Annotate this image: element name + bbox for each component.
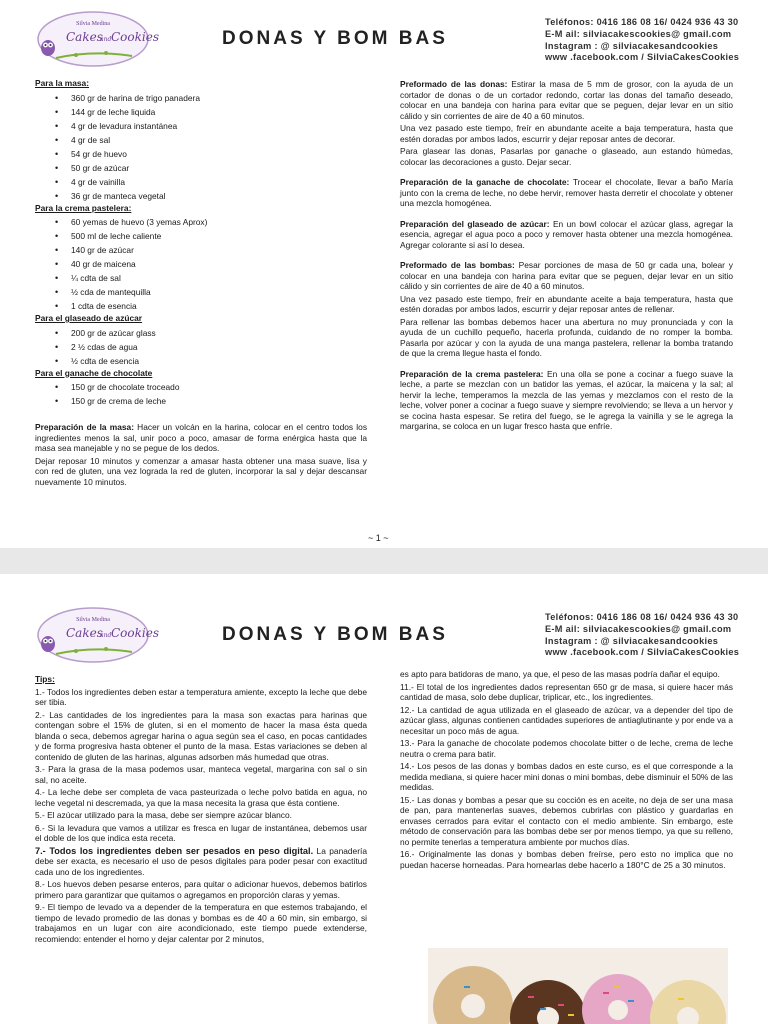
- tip-item: 3.- Para la grasa de la masa podemos usar, manteca vegetal, margarina con sal o sin sal, no aceite.: [35, 764, 367, 785]
- document-title: DONAS Y BOM BAS: [222, 28, 448, 49]
- tip-item: 4.- La leche debe ser completa de vaca pasteurizada o leche polvo batida en agua, no leche vegetal ni descremada, ya que la masa necesita la grasa que ésta contiene.: [35, 787, 367, 808]
- list-item: • 150 gr de crema de leche: [71, 394, 367, 408]
- list-item: • 4 gr de sal: [71, 133, 367, 147]
- tip-item: 12.- La cantidad de agua utilizada en el glaseado de azúcar, va a depender del tipo de azúcar glass, algunas contienen cantidades superiores de antiaglutinante y por ende va a necesitar un poco más de agua.: [400, 704, 733, 736]
- list-item: • 144 gr de leche liquida: [71, 105, 367, 119]
- tip-item: 2.- Las cantidades de los ingredientes para la masa son exactas para harinas que contengan sobre el 15% de gluten, si en el momento de hacer la masa ésta queda blanda o seca, debemos agregar harina o agua según sea el caso, en pocas cantidades y de forma progresiva hasta obtener el punto de la masa. Estas variaciones se deben al contenido de gluten de las harinas, algunas adsorben más humedad que otras.: [35, 709, 367, 762]
- tip-item: 11.- El total de los ingredientes dados representan 650 gr de masa, si quiere hacer más cantidad de masa, solo debe duplicar, triplicar, etc., los ingredientes.: [400, 681, 733, 702]
- tip-item: 1.- Todos los ingredientes deben estar a temperatura amiente, excepto la leche que debe ser tibia.: [35, 686, 367, 707]
- page-separator: [0, 548, 768, 574]
- tip-item: 15.- Las donas y bombas a pesar que su cocción es en aceite, no deja de ser una masa de pan, para mantenerlas suaves, debemos cubrirlas con plástico y guardarlas en envases cerrados para evitar el contacto con el medio ambiente. Sin embargo, este método de conservación para las bombas debe ser por menos tiempo, ya que su relleno, no permite tenerlas a temperatura ambiente por muchos días.: [400, 794, 733, 847]
- tip-item: 7.- Todos los ingredientes deben ser pesados en peso digital. La panadería debe ser exacta, es necesario el uso de pesos digitales para poder pesar con exactitud cada uno de los ingredientes.: [35, 845, 367, 877]
- ingredient-list-ganache: [35, 380, 367, 408]
- tips-heading: Tips:: [35, 674, 55, 684]
- tip-item: 6.- Si la levadura que vamos a utilizar es fresca en lugar de instantánea, debemos usar el doble de los que indica esta receta.: [35, 822, 367, 843]
- prep-masa-paragraph: Preparación de la masa: Hacer un volcán en la harina, colocar en el centro todos los ingredientes menos la sal, unir poco a poco, amasar de forma enérgica hasta que la masa sea manejable y no se pegue de los dedos.: [35, 422, 368, 453]
- svg-text:Cookies: Cookies: [111, 626, 159, 640]
- svg-text:Cakes: Cakes: [66, 626, 103, 640]
- tip-item: es apto para batidoras de mano, ya que, el peso de las masas podría dañar el equipo.: [400, 669, 720, 679]
- svg-text:Cookies: Cookies: [111, 30, 159, 44]
- svg-text:and: and: [100, 632, 112, 639]
- ingredients-column: [35, 78, 367, 489]
- tip-item: 13.- Para la ganache de chocolate podemos chocolate bitter o de leche, crema de leche neutra o crema para batir.: [400, 738, 733, 759]
- logo-name: Silvia Medina: [76, 617, 110, 623]
- list-item: • 500 ml de leche caliente: [71, 229, 367, 243]
- tips-column-left: [35, 674, 367, 946]
- brand-logo: [36, 606, 159, 664]
- list-item: • 40 gr de maicena: [71, 257, 367, 271]
- list-item: • 140 gr de azúcar: [71, 243, 367, 257]
- prep-masa-paragraph-2: Dejar reposar 10 minutos y comenzar a amasar hasta obtener una masa suave, lisa y con red de gluten, una vez lograda la red de gluten, incorporar la sal y dejar descansar nuevamente 10 minutos.: [35, 455, 367, 487]
- contact-info: Teléfonos: 0416 186 08 16/ 0424 936 43 30 E-M ail: silviacakescookies@ gmail.com Instagram : @ silviacakesandcookies www .facebook.com / SilviaCakesCookies: [545, 612, 740, 658]
- glaseado-paragraph: Preparación del glaseado de azúcar: En un bowl colocar el azúcar glass, agregar la esencia, agregar el agua poco a poco y remover hasta obtener una mezcla homogénea. Agregar colorante si así lo desea.: [400, 218, 733, 250]
- owl-icon: [41, 40, 55, 56]
- section-heading: Para la masa:: [35, 78, 90, 88]
- list-item: • 50 gr de azúcar: [71, 161, 367, 175]
- page-number: ~ 1 ~: [368, 533, 389, 543]
- section-heading: Para el ganache de chocolate: [35, 367, 153, 378]
- list-item: • 360 gr de harina de trigo panadera: [71, 91, 367, 105]
- list-item: • 54 gr de huevo: [71, 147, 367, 161]
- ganache-paragraph: Preparación de la ganache de chocolate: Trocear el chocolate, llevar a baño María junto con la crema de leche, no debe hervir, remover hasta derretir el chocolate y obtener una mezcla homogénea.: [400, 177, 734, 208]
- tip-item: 5.- El azúcar utilizado para la masa, debe ser siempre azúcar blanco.: [35, 810, 292, 820]
- list-item: • 150 gr de chocolate troceado: [71, 380, 367, 394]
- tip-item: 8.- Los huevos deben pesarse enteros, para quitar o adicionar huevos, debemos batirlos primero para garantizar que quitamos o agregamos en proporción claras y yemas.: [35, 879, 367, 900]
- tips-column-right: [400, 669, 733, 872]
- section-heading: Para el glaseado de azúcar: [35, 313, 143, 323]
- preformado-donas-paragraph: Preformado de las donas: Estirar la masa de 5 mm de grosor, con la ayuda de un cortador de donas o de un cortador redondo, cortar las donas del tamaño deseado, colocar en una bandeja con harina para evitar que se peguen, dejar levar en un sitio cálido y sin corrientes de aire de 40 a 60 minutos.: [400, 79, 733, 121]
- owl-icon: [41, 636, 55, 652]
- bombas-paragraph: Preformado de las bombas: Pesar porciones de masa de 50 gr cada una, bolear y colocar en una bandeja con harina para evitar que se peguen, dejar levar en un sitio cálido y sin corrientes de aire de 40 a 60 minutos.: [400, 260, 733, 291]
- crema-paragraph: Preparación de la crema pastelera: En una olla se pone a cocinar a fuego suave la leche, a parte se mezclan con un batidor las yemas, el azúcar, la maicena y la sal; al hervir la leche, temperamos la mezcla de las yemas y mezclamos con el resto de la leche, volver poner a cocinar a fuego suave y siempre revolviendo; se lleva a un hervor y se cocina hasta espesar. Se retira del fuego, se le agrega la vainilla y se le agrega la margarina, se coloca en un lugar fresco hasta que enfríe.: [400, 368, 733, 431]
- section-heading: Para la crema pastelera:: [35, 202, 132, 213]
- list-item: • ¼ cdta de sal: [71, 271, 367, 285]
- ingredient-list-crema: [35, 215, 367, 313]
- donuts-photo: [428, 948, 728, 1024]
- list-item: • 60 yemas de huevo (3 yemas Aprox): [71, 215, 367, 229]
- tip-item: 14.- Los pesos de las donas y bombas dados en este curso, es el que corresponde a la medida mediana, si quiere hacer mini donas o mini bombas, debe disminuir el 50% de las medidas.: [400, 761, 733, 792]
- svg-text:and: and: [100, 36, 112, 43]
- contact-info: Teléfonos: 0416 186 08 16/ 0424 936 43 30 E-M ail: silviacakescookies@ gmail.com Instagram : @ silviacakesandcookies www .facebook.com / SilviaCakesCookies: [545, 17, 740, 63]
- ingredient-list-masa: [35, 91, 367, 203]
- tip-item: 16.- Originalmente las donas y bombas deben freírse, pero esto no implica que no puedan hacerse horneadas. Para hornearlas debe hacerlo a 180°C de 25 a 30 minutos.: [400, 849, 733, 870]
- tip-item: 9.- El tiempo de levado va a depender de la temperatura en que estemos trabajando, el tiempo de levado promedio de las donas y bombas es de 40 a 60 min, sin embargo, si trabajamos en un lugar con aire acondicionado, este tiempo puede extenderse, recomiendo: entender el horno y dejar calentar por 2 minutos,: [35, 902, 367, 944]
- instructions-column: Preformado de las donas: Estirar la masa de 5 mm de grosor, con la ayuda de un cortador de donas o de un cortador redondo, cortar las donas del tamaño deseado, colocar en una bandeja con harina para evitar que se peguen, dejar levar en un sitio cálido y sin corrientes de aire de 40 a 60 minutos. Una vez pasado este tiempo, freír en abundante aceite a baja temperatura, hasta que estén doradas por ambos lados, escurrir y dejar reposar antes de decorar. Para glasear las donas, Pasarlas por ganache o glaseado, aun estando húmedas, colocar las decoraciones a gusto. Dejar secar. Preparación de la ganache de chocolate: Trocear el chocolate, llevar a baño María junto con la crema de leche, no debe hervir, remover hasta derretir el chocolate y obtener una mezcla homogénea. Preparación del glaseado de azúcar: En un bowl colocar el azúcar glass, agregar la esencia, agregar el agua poco a poco y remover hasta obtener una mezcla homogénea. Agregar colorante si así lo desea. Preformado de las bombas: Pesar porciones de masa de 50 gr cada una, bolear y colocar en una bandeja con harina para evitar que se peguen, dejar levar en un sitio cálido y sin corrientes de aire de 40 a 60 minutos. Una vez pasado este tiempo, freír en abundante aceite a baja temperatura, hasta que estén doradas por ambos lados, escurrir y dejar reposar antes de rellenar. Para rellenar las bombas debemos hacer una abertura no muy pronunciada y con la ayuda de un cuchillo pequeño, hacerla profunda, cuidando de no romper la bomba. Pasarla por azúcar y con la ayuda de una manga pastelera, rellenar la bomba tratando de que la crema llegue hasta el fondo. Preparación de la crema pastelera: En una olla se pone a cocinar a fuego suave la leche, a parte se mezclan con un batidor las yemas, el azúcar, la maicena y la sal; al hervir la leche, temperamos la mezcla de las yemas y mezclamos con el resto de la leche, volver poner a cocinar a fuego suave y siempre revolviendo; se lleva a un hervor y se cocina hasta espesar. Se retira del fuego, se le agrega la vainilla y se le agrega la margarina, se coloca en un lugar fresco hasta que enfríe.: [400, 79, 734, 431]
- list-item: • 4 gr de levadura instantánea: [71, 119, 367, 133]
- list-item: • ½ cda de mantequilla: [71, 285, 367, 299]
- list-item: • 4 gr de vainilla: [71, 175, 367, 189]
- list-item: • 2 ½ cdas de agua: [71, 340, 367, 354]
- ingredient-list-glaseado: [35, 326, 367, 368]
- list-item: • 200 gr de azúcar glass: [71, 326, 367, 340]
- logo-name: Silvia Medina: [76, 21, 110, 27]
- list-item: • 1 cdta de esencia: [71, 299, 367, 313]
- list-item: • ½ cdta de esencia: [71, 354, 367, 368]
- svg-text:Cakes: Cakes: [66, 30, 103, 44]
- document-title: DONAS Y BOM BAS: [222, 624, 448, 645]
- brand-logo: [36, 10, 159, 68]
- list-item: • 36 gr de manteca vegetal: [71, 189, 367, 203]
